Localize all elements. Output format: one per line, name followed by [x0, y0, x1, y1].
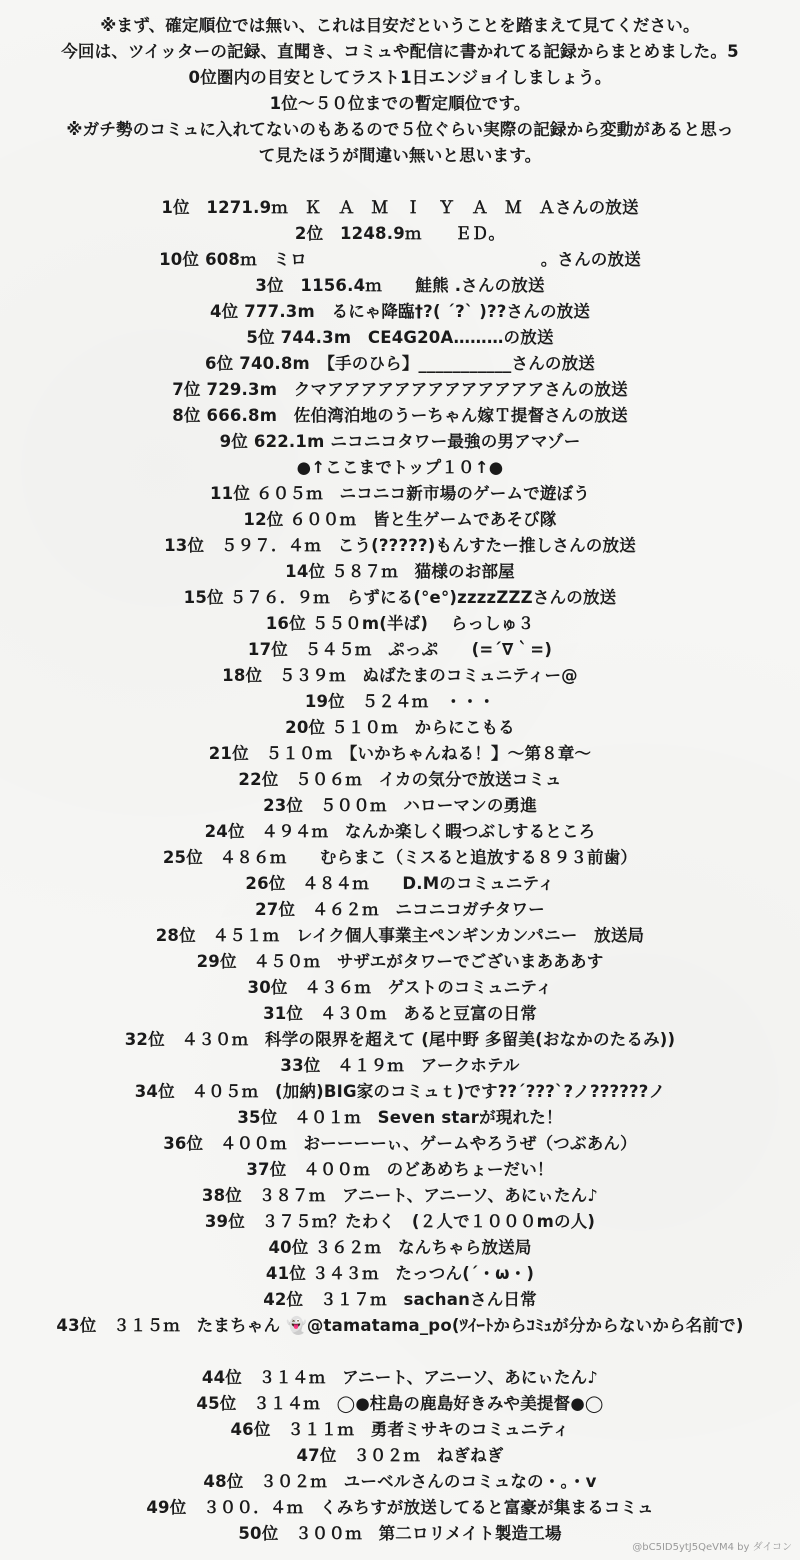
ranking-row: 16位 ５５０m(半ば) らっしゅ３	[265, 614, 535, 633]
ranking-row: 32位 ４３０ｍ 科学の限界を超えて (尾中野 多留美(おなかのたるみ))	[124, 1030, 676, 1049]
ranking-list	[0, 195, 800, 1547]
intro-line: ※ガチ勢のコミュに入れてないのもあるので５位ぐらい実際の記録から変動があると思っ	[66, 120, 734, 139]
intro-line: 今回は、ツイッターの記録、直聞き、コミュや配信に書かれてる記録からまとめました。5	[61, 42, 739, 61]
ranking-row: 18位 ５３９ｍ ぬばたまのコミュニティー@	[222, 666, 578, 685]
ranking-row: 43位 ３１５ｍ たまちゃん 👻@tamatama_po(ﾂｲｰﾄからｺﾐｭが分からないから名前で)	[56, 1316, 744, 1335]
ranking-row: 24位 ４９４ｍ なんか楽しく暇つぶしするところ	[204, 822, 596, 841]
ranking-row: 12位 ６００ｍ 皆と生ゲームであそび隊	[243, 510, 557, 529]
ranking-row: 10位 608ｍ ミロ 。さんの放送	[159, 250, 641, 269]
ranking-row: 39位 ３７５ｍ？たわく (２人で１０００mの人)	[204, 1212, 596, 1231]
intro-line: 0位圏内の目安としてラスト1日エンジョイしましょう。	[188, 68, 612, 87]
ranking-row: ●↑ここまでトップ１０↑●	[296, 458, 504, 477]
ranking-row: 44位 ３１４ｍ アニート、アニーソ、あにぃたん♪	[201, 1368, 599, 1387]
document-body	[0, 13, 800, 1547]
ranking-row: 35位 ４０１ｍ Seven starが現れた！	[237, 1108, 563, 1127]
ranking-row: 13位 ５９７．４ｍ こう(?????)もんすたー推しさんの放送	[164, 536, 636, 555]
ranking-row: 4位 777.3m るにゃ降臨†?( ´?` )??さんの放送	[209, 302, 591, 321]
ranking-row: 48位 ３０２ｍ ユーベルさんのコミュなの・。・v	[203, 1472, 597, 1491]
ranking-row: 21位 ５１０ｍ 【いかちゃんねる！】～第８章～	[208, 744, 592, 763]
ranking-row: 2位 1248.9ｍ ＥＤ。	[294, 224, 506, 243]
intro-line: ※まず、確定順位では無い、これは目安だということを踏まえて見てください。	[100, 16, 700, 35]
ranking-row: 31位 ４３０ｍ あると豆富の日常	[263, 1004, 537, 1023]
ranking-row: 46位 ３１１ｍ 勇者ミサキのコミュニティ	[230, 1420, 570, 1439]
intro-line: て見たほうが間違い無いと思います。	[258, 146, 542, 165]
ranking-row: 5位 744.3m CE4G20A………の放送	[246, 328, 554, 347]
ranking-row: 38位 ３８７ｍ アニート、アニーソ、あにぃたん♪	[201, 1186, 599, 1205]
intro-line: 1位～５０位までの暫定順位です。	[269, 94, 531, 113]
ranking-row: 49位 ３００．４ｍ くみちすが放送してると富豪が集まるコミュ	[146, 1498, 654, 1517]
ranking-row: 42位 ３１７ｍ sachanさん日常	[263, 1290, 537, 1309]
ranking-row: 25位 ４８６ｍ むらまこ（ミスると追放する８９３前歯）	[162, 848, 638, 867]
ranking-row: 8位 666.8m 佐伯湾泊地のうーちゃん嫁Ｔ提督さんの放送	[172, 406, 628, 425]
ranking-row: 45位 ３１４ｍ ◯●柱島の鹿島好きみや美提督●◯	[196, 1394, 604, 1413]
ranking-row: 27位 ４６２ｍ ニコニコガチタワー	[255, 900, 545, 919]
ranking-row: 23位 ５００ｍ ハローマンの勇進	[263, 796, 537, 815]
ranking-row: 3位 1156.4ｍ 鮭熊 .さんの放送	[255, 276, 545, 295]
ranking-row: 14位 ５８７ｍ 猫様のお部屋	[285, 562, 515, 581]
ranking-row: 9位 622.1m ニコニコタワー最強の男アマゾー	[219, 432, 581, 451]
spacer	[0, 169, 800, 195]
ranking-row: 30位 ４３６ｍ ゲストのコミュニティ	[247, 978, 553, 997]
watermark: @bC5ID5ytJ5QeVM4 by ダイコン	[632, 1542, 792, 1553]
ranking-row: 50位 ３００ｍ 第二ロリメイト製造工場	[238, 1524, 562, 1543]
ranking-row: 37位 ４００ｍ のどあめちょーだい！	[246, 1160, 554, 1179]
ranking-row: 28位 ４５１ｍ レイク個人事業主ペンギンカンパニー 放送局	[155, 926, 645, 945]
ranking-row: 19位 ５２４ｍ ・・・	[304, 692, 496, 711]
ranking-row: 47位 ３０２ｍ ねぎねぎ	[296, 1446, 504, 1465]
ranking-row: 17位 ５４５ｍ ぷっぷ (=´∇｀=)	[247, 640, 553, 659]
ranking-row: 20位 ５１０ｍ からにこもる	[285, 718, 515, 737]
ranking-row: 22位 ５０６ｍ イカの気分で放送コミュ	[238, 770, 562, 789]
ranking-row: 29位 ４５０ｍ サザエがタワーでございまあああす	[196, 952, 604, 971]
intro-block	[0, 13, 800, 169]
ranking-row: 33位 ４１９ｍ アークホテル	[280, 1056, 520, 1075]
ranking-row: 15位 ５７６．９ｍ らずにる(°e°)zzzzZZZさんの放送	[183, 588, 617, 607]
ranking-row: 34位 ４０５ｍ (加納)BIG家のコミュｔ)です??´???`?ノ??????ノ	[134, 1082, 666, 1101]
ranking-row: 36位 ４００ｍ おーーーーぃ、ゲームやろうぜ（つぶあん）	[163, 1134, 637, 1153]
ranking-row: 1位 1271.9ｍ Ｋ Ａ Ｍ Ｉ Ｙ Ａ Ｍ Ａさんの放送	[161, 198, 639, 217]
ranking-row: 6位 740.8m 【手のひら】___________さんの放送	[204, 354, 595, 373]
ranking-row: 11位 ６０５ｍ ニコニコ新市場のゲームで遊ぼう	[209, 484, 590, 503]
ranking-row: 26位 ４８４ｍ D.Mのコミュニティ	[245, 874, 555, 893]
spacer	[0, 1339, 800, 1365]
ranking-row: 40位 ３６２ｍ なんちゃら放送局	[268, 1238, 532, 1257]
ranking-row: 7位 729.3m クマアアアアアアアアアアアアアさんの放送	[172, 380, 628, 399]
ranking-row: 41位 ３４３ｍ たっつん(´・ω・)	[265, 1264, 535, 1283]
